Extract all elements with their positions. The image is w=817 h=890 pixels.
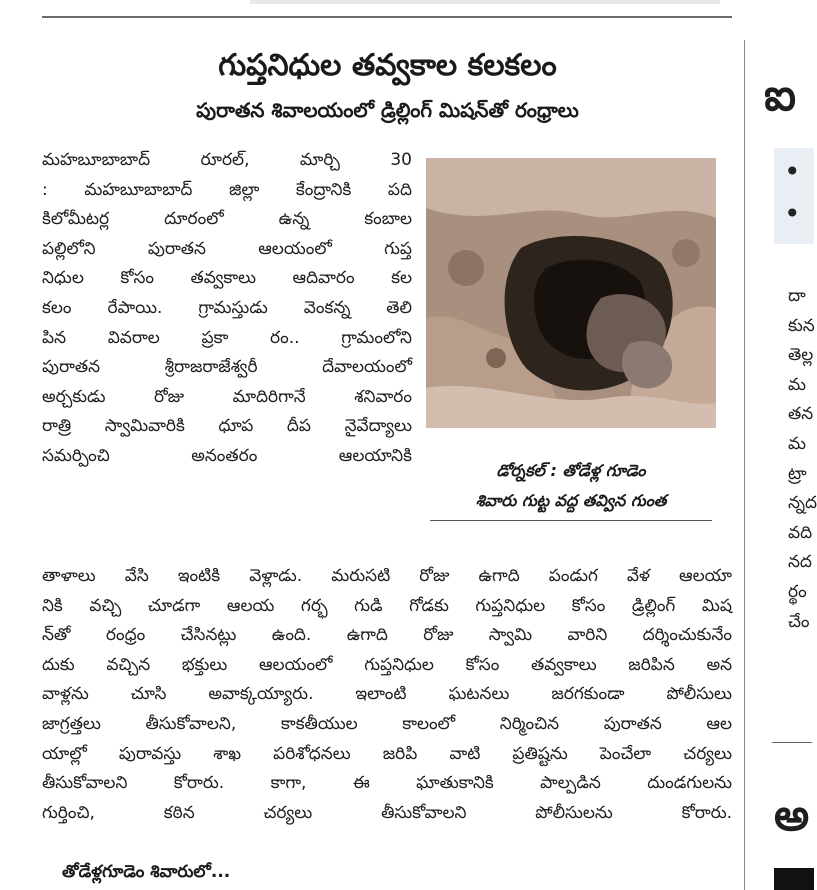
cave-hole-image [426, 158, 716, 428]
body-fragment: మ [788, 374, 806, 395]
body-fragment: తన [788, 404, 814, 425]
caption-line: డోర్నకల్ : తోడేళ్ల గూడెం [496, 461, 646, 480]
adjacent-headline2-fragment: అ [774, 790, 810, 841]
article-left-column [42, 146, 412, 472]
body-line: అర్చకుడు రోజు మాదిరిగానే శనివారం [42, 386, 412, 407]
body-line: తాళాలు వేసి ఇంటికి వెళ్లాడు. మరుసటి రోజు ఉగాది పండుగ వేళ ఆలయా [42, 566, 732, 586]
body-fragment: దా [788, 286, 806, 306]
body-line: నికి వచ్చి చూడగా ఆలయ గర్భ గుడి గోడకు గుప్తనిధుల కోసం డ్రిల్లింగ్ మిష [42, 595, 732, 616]
next-article-byline: తోడేళ్లగూడెం శివారులో... [62, 862, 231, 882]
adjacent-body-fragments [788, 282, 817, 637]
article-full-width-body [42, 562, 732, 828]
body-line: మహబూబాబాద్ రూరల్, మార్చి 30 [42, 150, 412, 170]
body-fragment: వది [788, 522, 813, 543]
photo-caption [426, 456, 716, 516]
adjacent-article-column [750, 0, 817, 890]
top-rule [42, 16, 732, 18]
body-line: జాగ్రత్తలు తీసుకోవాలని, కాకతీయుల కాలంలో నిర్మించిన పురాతన ఆల [42, 713, 732, 734]
body-line: పల్లిలోని పురాతన ఆలయంలో గుప్త [42, 238, 412, 259]
body-line: పురాతన శ్రీరాజరాజేశ్వరీ దేవాలయంలో [42, 357, 412, 378]
body-fragment: తెల్ల [788, 345, 814, 366]
adjacent-headline-fragment: ఐ [764, 70, 796, 121]
bullet-glyph: • [784, 197, 801, 230]
body-fragment: మ [788, 433, 806, 454]
article-photo [426, 158, 716, 428]
body-line: కలం రేపాయి. గ్రామస్తుడు వెంకన్న తెలి [42, 297, 412, 318]
body-line: దుకు వచ్చిన భక్తులు ఆలయంలో గుప్తనిధుల కోసం తవ్వకాలు జరిపిన అన [42, 654, 732, 675]
body-fragment: న్నద [788, 493, 817, 514]
body-line: నిధుల కోసం తవ్వకాలు ఆదివారం కల [42, 268, 412, 289]
body-line: వాళ్లను చూసి అవాక్కయ్యారు. ఇలాంటి ఘటనలు జరగకుండా పోలీసులు [42, 684, 732, 705]
body-line: సమర్పించి అనంతరం ఆలయానికి [42, 445, 412, 466]
page-top-edge [250, 0, 720, 4]
adjacent-rule [772, 742, 812, 743]
body-fragment: కున [788, 315, 815, 336]
caption-rule [430, 520, 712, 521]
article-subheadline: పురాతన శివాలయంలో డ్రిల్లింగ్ మిషన్‌తో రంధ్రాలు [196, 98, 579, 122]
body-line: న్‌తో రంధ్రం చేసినట్లు ఉంది. ఉగాది రోజు స్వామి వారిని దర్శించుకునేం [42, 625, 732, 646]
body-fragment: చేం [788, 611, 810, 632]
body-line: తీసుకోవాలని కోరారు. కాగా, ఈ ఘాతుకానికి పాల్పడిన దుండగులను [42, 773, 732, 794]
caption-line: శివారు గుట్ట వద్ద తవ్విన గుంత [475, 491, 667, 510]
column-divider [744, 40, 745, 890]
body-line: : మహబూబాబాద్ జిల్లా కేంద్రానికి పది [42, 179, 412, 200]
body-line: యాల్లో పురావస్తు శాఖ పరిశోధనలు జరిపి వాటి ప్రతిష్టను పెంచేలా చర్యలు [42, 743, 732, 764]
body-fragment: నద [788, 552, 812, 573]
body-fragment: ట్రా [788, 463, 807, 484]
adjacent-bullet-box [774, 148, 814, 244]
adjacent-black-bar [774, 868, 814, 890]
body-line: రాత్రి స్వామివారికి ధూప దీప నైవేద్యాలు [42, 416, 412, 437]
bullet-glyph: • [784, 155, 801, 188]
body-line: పిన వివరాల ప్రకా రం.. గ్రామంలోని [42, 327, 412, 348]
article-headline: గుప్తనిధుల తవ్వకాల కలకలం [218, 48, 557, 83]
body-fragment: ర్థం [788, 581, 807, 602]
body-line: గుర్తించి, కఠిన చర్యలు తీసుకోవాలని పోలీసులను కోరారు. [42, 802, 732, 823]
body-line: కిలోమీటర్ల దూరంలో ఉన్న కంబాల [42, 209, 412, 230]
